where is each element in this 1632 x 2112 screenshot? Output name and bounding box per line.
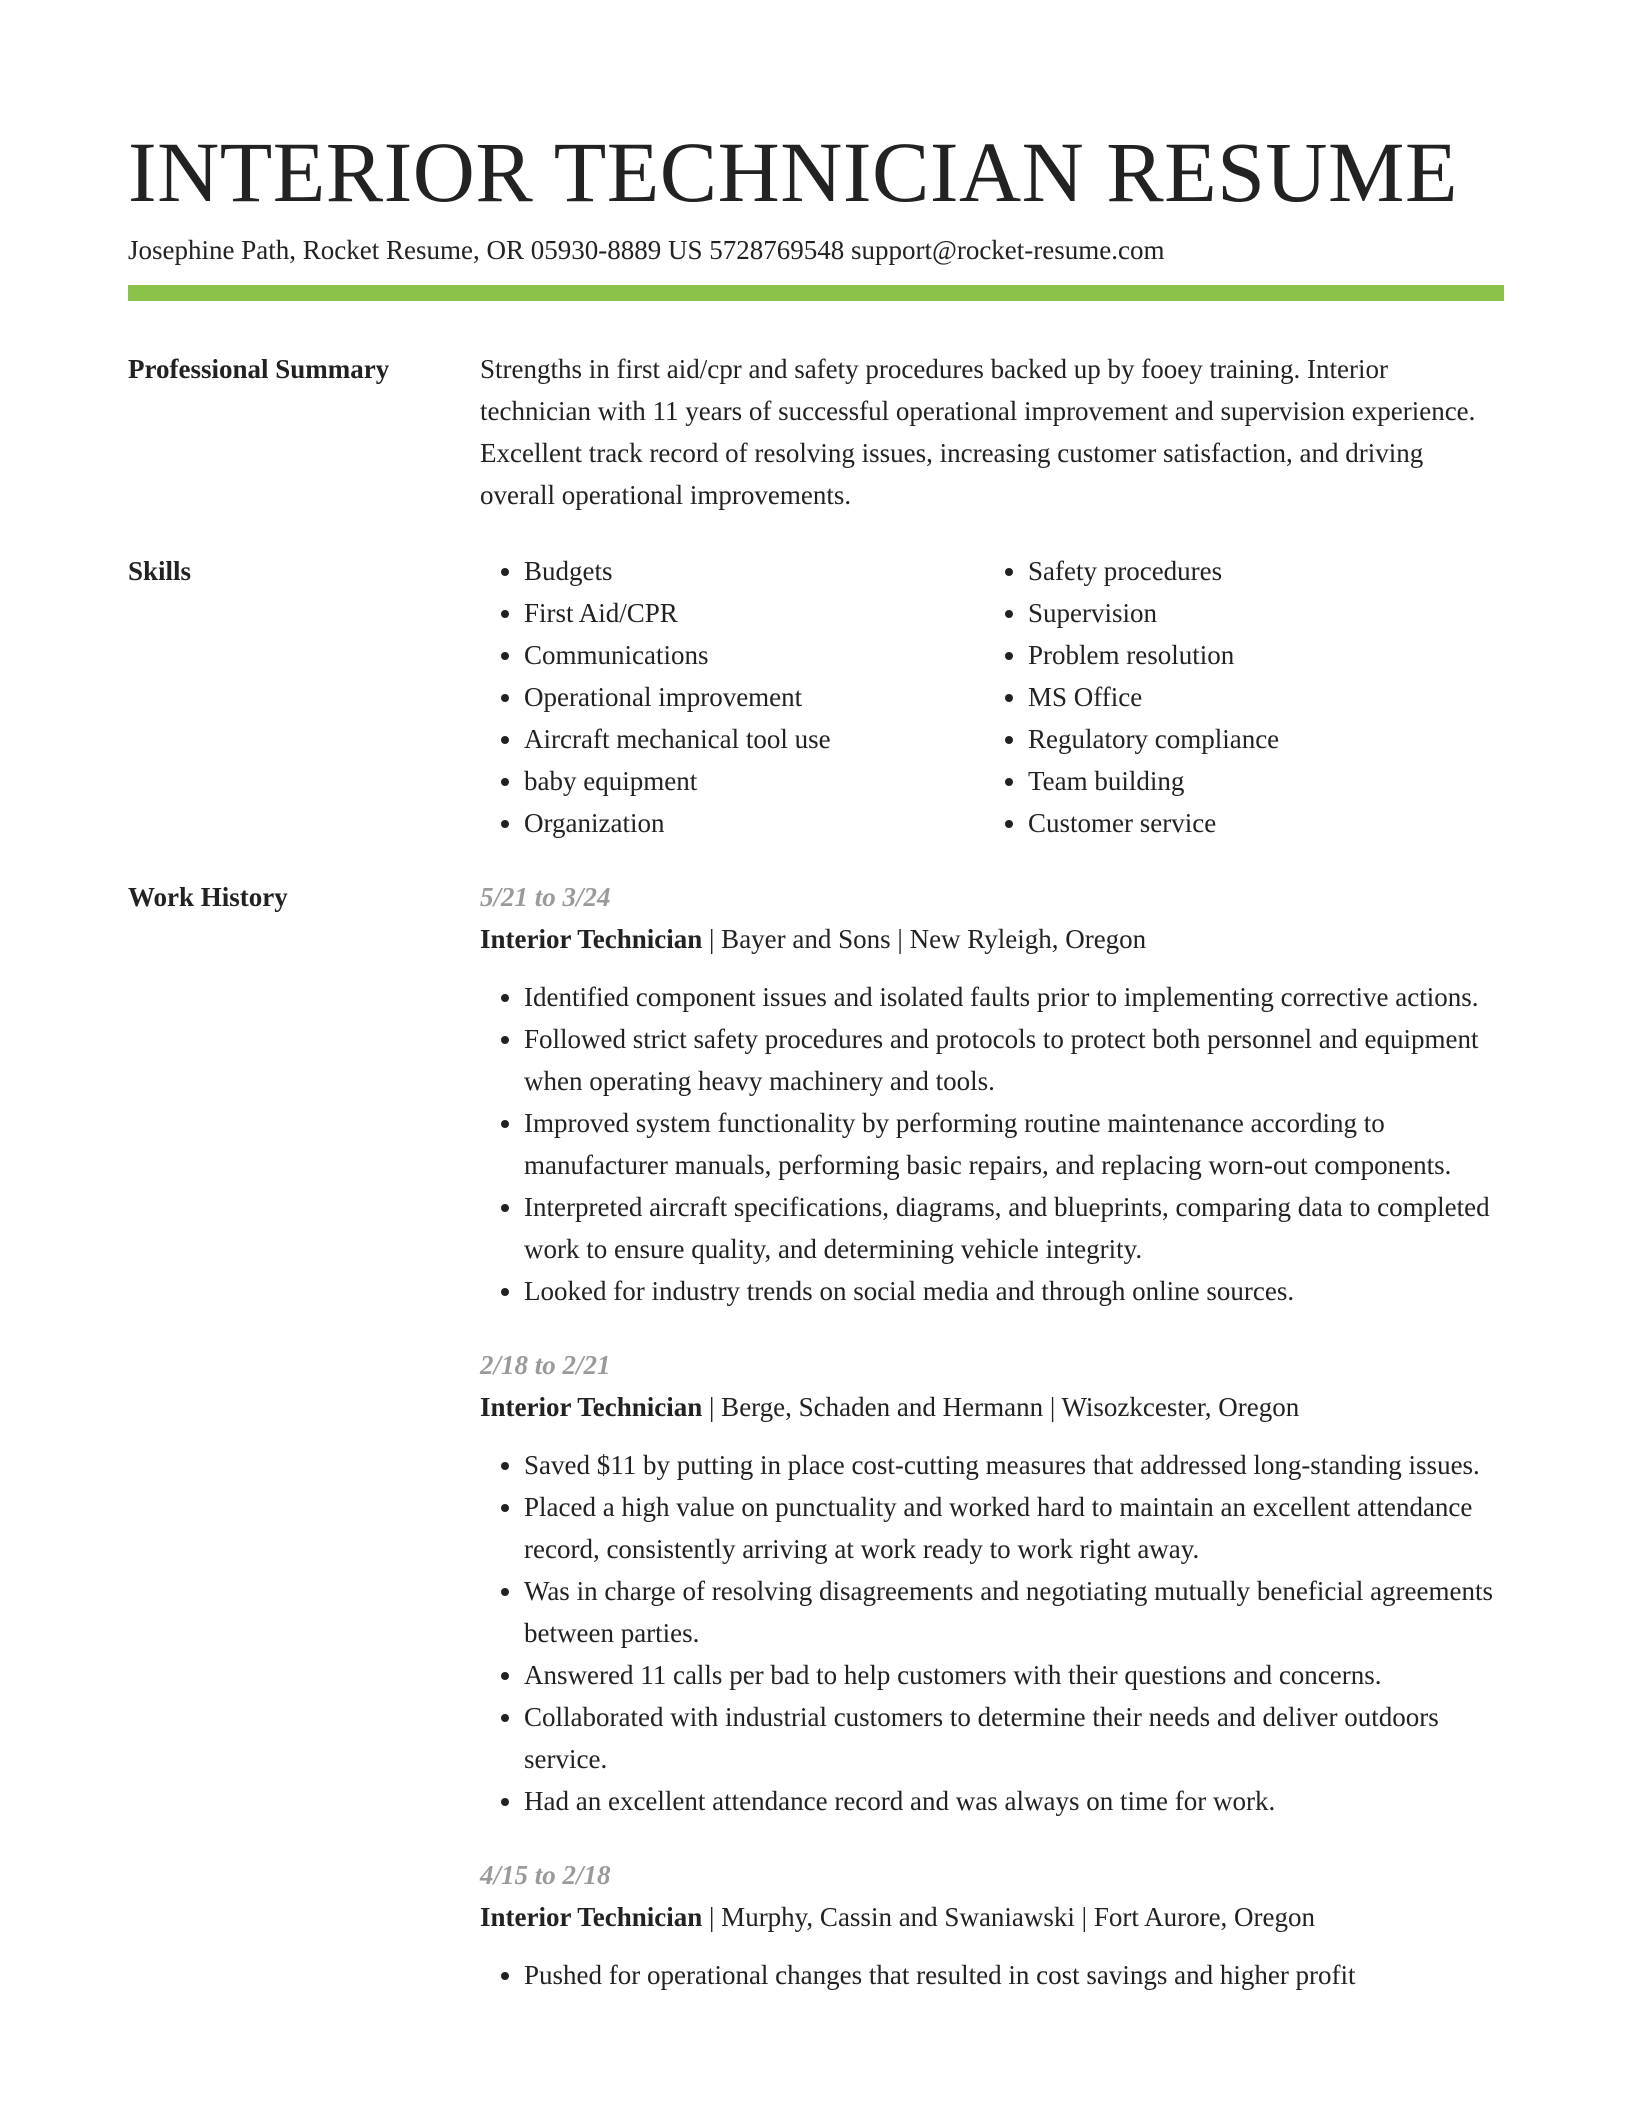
- resume-title: INTERIOR TECHNICIAN RESUME: [128, 124, 1459, 220]
- job-bullet: • Placed a high value on punctuality and worked hard to maintain an excellent attendance record, consistently arriving at work ready to work right away.: [524, 1486, 1504, 1570]
- contact-line: Josephine Path, Rocket Resume, OR 05930-8889 US 5728769548 support@rocket-resume.com: [128, 235, 1165, 265]
- job-bullet: • Followed strict safety procedures and protocols to protect both personnel and equipment when operating heavy machinery and tools.: [524, 1018, 1504, 1102]
- job-employer-location: | Murphy, Cassin and Swaniawski | Fort Aurore, Oregon: [702, 1902, 1316, 1932]
- job-bullets: [480, 976, 1504, 1312]
- job-heading: [480, 918, 1504, 960]
- skill-item: • Operational improvement: [524, 676, 984, 718]
- job-entry: [480, 1344, 1504, 1822]
- job-heading: [480, 1896, 1504, 1938]
- skill-item: • Communications: [524, 634, 984, 676]
- job-bullet: • Pushed for operational changes that resulted in cost savings and higher profit: [524, 1954, 1504, 1996]
- job-dates: 5/21 to 3/24: [480, 882, 611, 912]
- skills-columns: [480, 550, 1504, 844]
- job-title: Interior Technician: [480, 1902, 703, 1932]
- job-heading: [480, 1386, 1504, 1428]
- skill-item: • Customer service: [1028, 802, 1488, 844]
- job-bullet: • Was in charge of resolving disagreements and negotiating mutually beneficial agreements between parties.: [524, 1570, 1504, 1654]
- summary-label: Professional Summary: [128, 354, 390, 384]
- job-bullet: • Improved system functionality by performing routine maintenance according to manufacturer manuals, performing basic repairs, and replacing worn-out components.: [524, 1102, 1504, 1186]
- job-bullet: • Interpreted aircraft specifications, diagrams, and blueprints, comparing data to completed work to ensure quality, and determining vehicle integrity.: [524, 1186, 1504, 1270]
- job-bullet: • Looked for industry trends on social media and through online sources.: [524, 1270, 1504, 1312]
- skill-item: • Team building: [1028, 760, 1488, 802]
- job-title: Interior Technician: [480, 924, 703, 954]
- skill-item: • First Aid/CPR: [524, 592, 984, 634]
- skill-item: • Organization: [524, 802, 984, 844]
- skill-item: • Aircraft mechanical tool use: [524, 718, 984, 760]
- skill-item: • Safety procedures: [1028, 550, 1488, 592]
- job-dates: 4/15 to 2/18: [480, 1860, 611, 1890]
- skill-item: • Regulatory compliance: [1028, 718, 1488, 760]
- work-body: [480, 876, 1504, 2028]
- summary-body: [480, 348, 1504, 516]
- header-divider: [128, 285, 1504, 301]
- skills-body: [480, 550, 1504, 844]
- job-employer-location: | Bayer and Sons | New Ryleigh, Oregon: [702, 924, 1147, 954]
- skill-item: • Supervision: [1028, 592, 1488, 634]
- job-entry: [480, 876, 1504, 1312]
- job-bullets: [480, 1444, 1504, 1822]
- skill-item: • Budgets: [524, 550, 984, 592]
- job-bullet: • Had an excellent attendance record and was always on time for work.: [524, 1780, 1504, 1822]
- skill-item: • baby equipment: [524, 760, 984, 802]
- job-employer-location: | Berge, Schaden and Hermann | Wisozkcester, Oregon: [702, 1392, 1300, 1422]
- skills-list-right: [984, 550, 1488, 844]
- job-bullet: • Saved $11 by putting in place cost-cutting measures that addressed long-standing issues.: [524, 1444, 1504, 1486]
- skills-list-left: [480, 550, 984, 844]
- skills-label: Skills: [128, 556, 192, 586]
- skill-item: • MS Office: [1028, 676, 1488, 718]
- job-bullet: • Collaborated with industrial customers to determine their needs and deliver outdoors service.: [524, 1696, 1504, 1780]
- work-label: Work History: [128, 882, 288, 912]
- job-title: Interior Technician: [480, 1392, 703, 1422]
- job-dates: 2/18 to 2/21: [480, 1350, 611, 1380]
- job-bullet: • Identified component issues and isolated faults prior to implementing corrective actions.: [524, 976, 1504, 1018]
- job-bullets: [480, 1954, 1504, 1996]
- summary-text: Strengths in first aid/cpr and safety procedures backed up by fooey training. Interior technician with 11 years of successful operational improvement and supervision experience. Excellent track record of resolving issues, increasing customer satisfaction, and driving overall operational improvements.: [480, 354, 1476, 510]
- job-bullet: • Answered 11 calls per bad to help customers with their questions and concerns.: [524, 1654, 1504, 1696]
- skill-item: • Problem resolution: [1028, 634, 1488, 676]
- job-entry: [480, 1854, 1504, 1996]
